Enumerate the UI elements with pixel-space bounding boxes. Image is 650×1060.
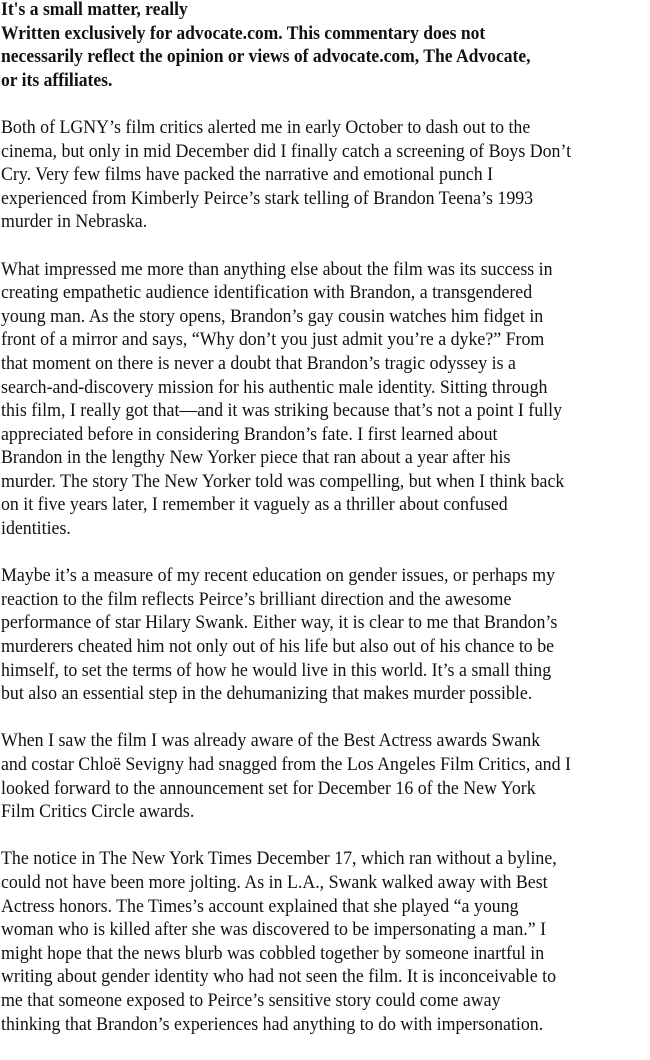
document-page (1, 0, 650, 1060)
text-line: Brandon in the lengthy New Yorker piece that ran about a year after his (1, 447, 511, 469)
disclaimer-line: Written exclusively for advocate.com. This commentary does not (1, 22, 486, 44)
text-line: on it five years later, I remember it vaguely as a thriller about confused (1, 494, 508, 516)
text-line: Both of LGNY’s film critics alerted me in early October to dash out to the (1, 116, 531, 138)
text-line: What impressed me more than anything else about the film was its success in (1, 258, 553, 280)
paragraph-1 (1, 116, 650, 234)
text-line: could not have been more jolting. As in L.A., Swank walked away with Best (1, 871, 548, 893)
text-line: and costar Chloë Sevigny had snagged from the Los Angeles Film Critics, and I (1, 754, 571, 775)
text-line: search-and-discovery mission for his authentic male identity. Sitting through (1, 376, 548, 398)
text-line: murder. The story The New Yorker told was compelling, but when I think back (1, 470, 565, 492)
paragraph-3 (1, 564, 650, 706)
article-header (1, 0, 650, 92)
text-line: Actress honors. The Times’s account explained that she played “a young (1, 895, 519, 917)
paragraph-2 (1, 258, 650, 541)
text-line: might hope that the news blurb was cobbled together by someone inartful in (1, 942, 545, 964)
text-line: reaction to the film reflects Peirce’s brilliant direction and the awesome (1, 588, 512, 610)
text-line: looked forward to the announcement set for December 16 of the New York (1, 777, 536, 799)
text-line: murderers cheated him not only out of his life but also out of his chance to be (1, 636, 555, 658)
text-line: but also an essential step in the dehumanizing that makes murder possible. (1, 683, 533, 705)
text-line: identities. (1, 518, 71, 540)
text-line: that moment on there is never a doubt that Brandon’s tragic odyssey is a (1, 352, 516, 374)
text-line: thinking that Brandon’s experiences had anything to do with impersonation. (1, 1013, 544, 1035)
text-line: murder in Nebraska. (1, 211, 148, 233)
text-line: performance of star Hilary Swank. Either way, it is clear to me that Brandon’s (1, 612, 558, 634)
text-line: creating empathetic audience identification with Brandon, a transgendered (1, 282, 533, 304)
paragraph-5 (1, 847, 650, 1036)
article-title: It's a small matter, really (1, 0, 188, 20)
text-line: When I saw the film I was already aware of the Best Actress awards Swank (1, 730, 541, 752)
text-line: The notice in The New York Times December 17, which ran without a byline, (1, 848, 557, 870)
text-line: cinema, but only in mid December did I finally catch a screening of Boys Don’t (1, 140, 572, 162)
text-line: experienced from Kimberly Peirce’s stark telling of Brandon Teena’s 1993 (1, 187, 534, 209)
text-line: this film, I really got that—and it was striking because that’s not a point I fully (1, 400, 563, 422)
text-line: front of a mirror and says, “Why don’t you just admit you’re a dyke?” From (1, 329, 545, 351)
text-line: appreciated before in considering Brandon’s fate. I first learned about (1, 423, 498, 445)
text-line: young man. As the story opens, Brandon’s gay cousin watches him fidget in (1, 305, 544, 327)
text-line: Cry. Very few films have packed the narrative and emotional punch I (1, 164, 494, 186)
text-line: me that someone exposed to Peirce’s sensitive story could come away (1, 989, 501, 1011)
text-line: Film Critics Circle awards. (1, 801, 195, 823)
disclaimer-line: necessarily reflect the opinion or views of advocate.com, The Advocate, (1, 46, 531, 68)
text-line: writing about gender identity who had not seen the film. It is inconceivable to (1, 966, 557, 988)
paragraph-4 (1, 729, 650, 823)
text-line: Maybe it’s a measure of my recent education on gender issues, or perhaps my (1, 565, 556, 587)
text-line: woman who is killed after she was discovered to be impersonating a man.” I (1, 919, 547, 941)
disclaimer-line: or its affiliates. (1, 69, 113, 91)
text-line: himself, to set the terms of how he would live in this world. It’s a small thing (1, 659, 552, 681)
